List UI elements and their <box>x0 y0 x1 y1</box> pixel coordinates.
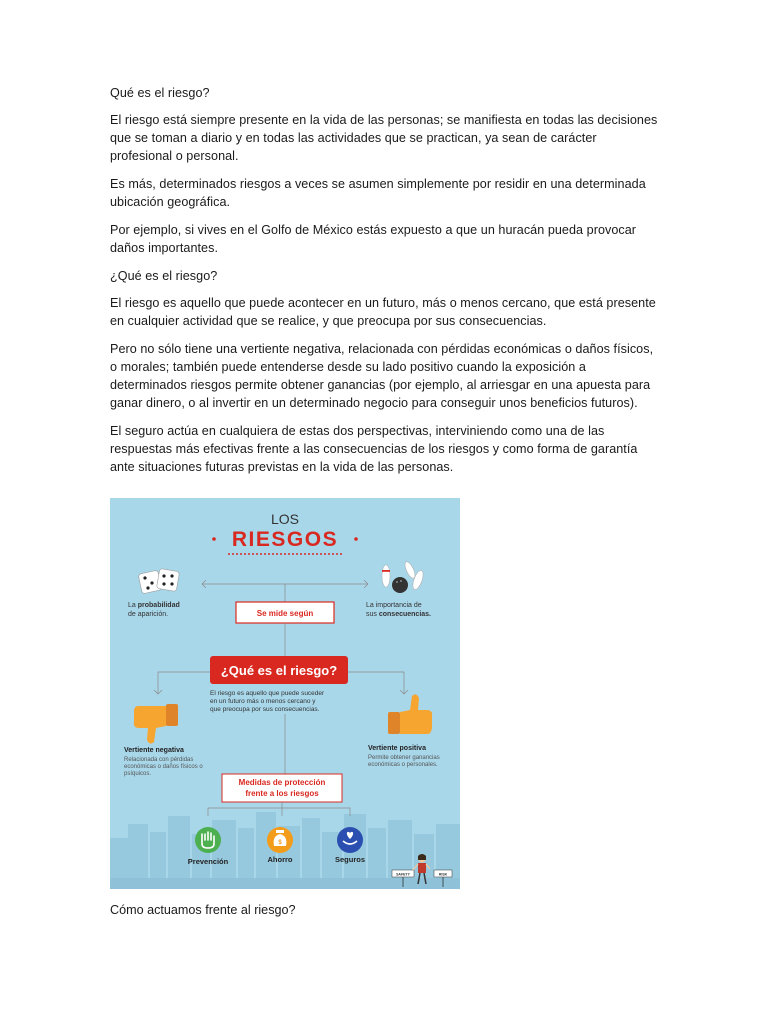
left-label-bold: probabilidad <box>137 602 180 609</box>
negative-line1: Relacionada con pérdidas <box>124 757 194 763</box>
savings-icon <box>267 827 293 853</box>
positive-title: Vertiente positiva <box>368 745 426 752</box>
item-ahorro: Ahorro <box>267 855 293 864</box>
paragraph-intro: El riesgo está siempre presente en la vida de las personas; se manifiesta en todas las decisiones que se toman a diario y en todas las actividades que se practican, ya sean de carácter profesional o personal. <box>110 113 658 163</box>
heading-que-es-riesgo-2: ¿Qué es el riesgo? <box>110 269 218 283</box>
measures-line1: Medidas de protección <box>238 778 326 787</box>
thumbs-up-icon <box>388 694 432 734</box>
right-label-line1: La importancia de <box>366 602 422 609</box>
positive-line1: Permite obtener ganancias <box>368 755 440 761</box>
document-body <box>110 84 660 486</box>
title-los: LOS <box>270 511 300 527</box>
left-label-prefix: La <box>128 602 136 609</box>
paragraph-seguro: El seguro actúa en cualquiera de estas dos perspectivas, interviniendo como una de las respuestas más efectivas frente a las consecuencias de los riesgos y como forma de garantía ante situaciones futuras previstas en la vida de las personas. <box>110 424 638 474</box>
negative-line2: económicas o daños físicos o <box>124 764 203 770</box>
paragraph-vertientes: Pero no sólo tiene una vertiente negativa, relacionada con pérdidas económicas o daños físicos, o morales; también puede entenderse desde su lado positivo cuando la exposición a determinados riesgos permite obtener ganancias (por ejemplo, al arriesgar en una apuesta para ganar dinero, o al invertir en un determinado negocio para conseguir unos beneficios futuros). <box>110 342 654 410</box>
definition-line3: que preocupa por sus consecuencias. <box>210 706 320 713</box>
bowling-icon <box>382 560 425 593</box>
title-riesgos: RIESGOS <box>231 528 339 551</box>
negative-line3: psíquicos. <box>124 771 152 777</box>
dice-icon <box>138 568 179 593</box>
infographic-canvas <box>110 498 460 889</box>
positive-line2: económicas o personales. <box>368 762 438 768</box>
paragraph-ejemplo: Por ejemplo, si vives en el Golfo de México estás expuesto a que un huracán pueda provocar daños importantes. <box>110 223 637 255</box>
sign-safety: SAFETY <box>396 872 410 877</box>
measures-line2: frente a los riesgos <box>245 789 319 798</box>
question-text: ¿Qué es el riesgo? <box>220 663 338 678</box>
right-label-prefix: sus <box>366 611 377 618</box>
insurance-icon <box>337 827 363 853</box>
svg-text:La probabilidad <box>128 602 180 609</box>
sign-risk: RISK <box>438 872 448 877</box>
measure-box-text: Se mide según <box>256 609 314 618</box>
definition-line1: El riesgo es aquello que puede suceder <box>210 690 325 697</box>
paragraph-definicion: El riesgo es aquello que puede acontecer en un futuro, más o menos cercano, que está presente en cualquier actividad que se realice, y que preocupa por sus consecuencias. <box>110 296 656 328</box>
thumbs-down-icon <box>134 704 178 744</box>
right-label-bold: consecuencias. <box>378 611 431 618</box>
definition-line2: en un futuro más o menos cercano y <box>210 698 316 705</box>
caption-como-actuamos: Cómo actuamos frente al riesgo? <box>110 903 296 917</box>
svg-text:$: $ <box>278 840 282 846</box>
infographic-los-riesgos <box>110 498 460 889</box>
svg-text:sus consecuencias. <box>366 611 431 618</box>
prevention-icon <box>195 827 221 853</box>
negative-title: Vertiente negativa <box>124 747 184 754</box>
left-label-line2: de aparición. <box>128 611 169 618</box>
item-prevencion: Prevención <box>187 857 229 866</box>
heading-que-es-riesgo: Qué es el riesgo? <box>110 86 210 100</box>
item-seguros: Seguros <box>334 855 366 864</box>
paragraph-geografia: Es más, determinados riesgos a veces se asumen simplemente por residir en una determinada ubicación geográfica. <box>110 177 646 209</box>
